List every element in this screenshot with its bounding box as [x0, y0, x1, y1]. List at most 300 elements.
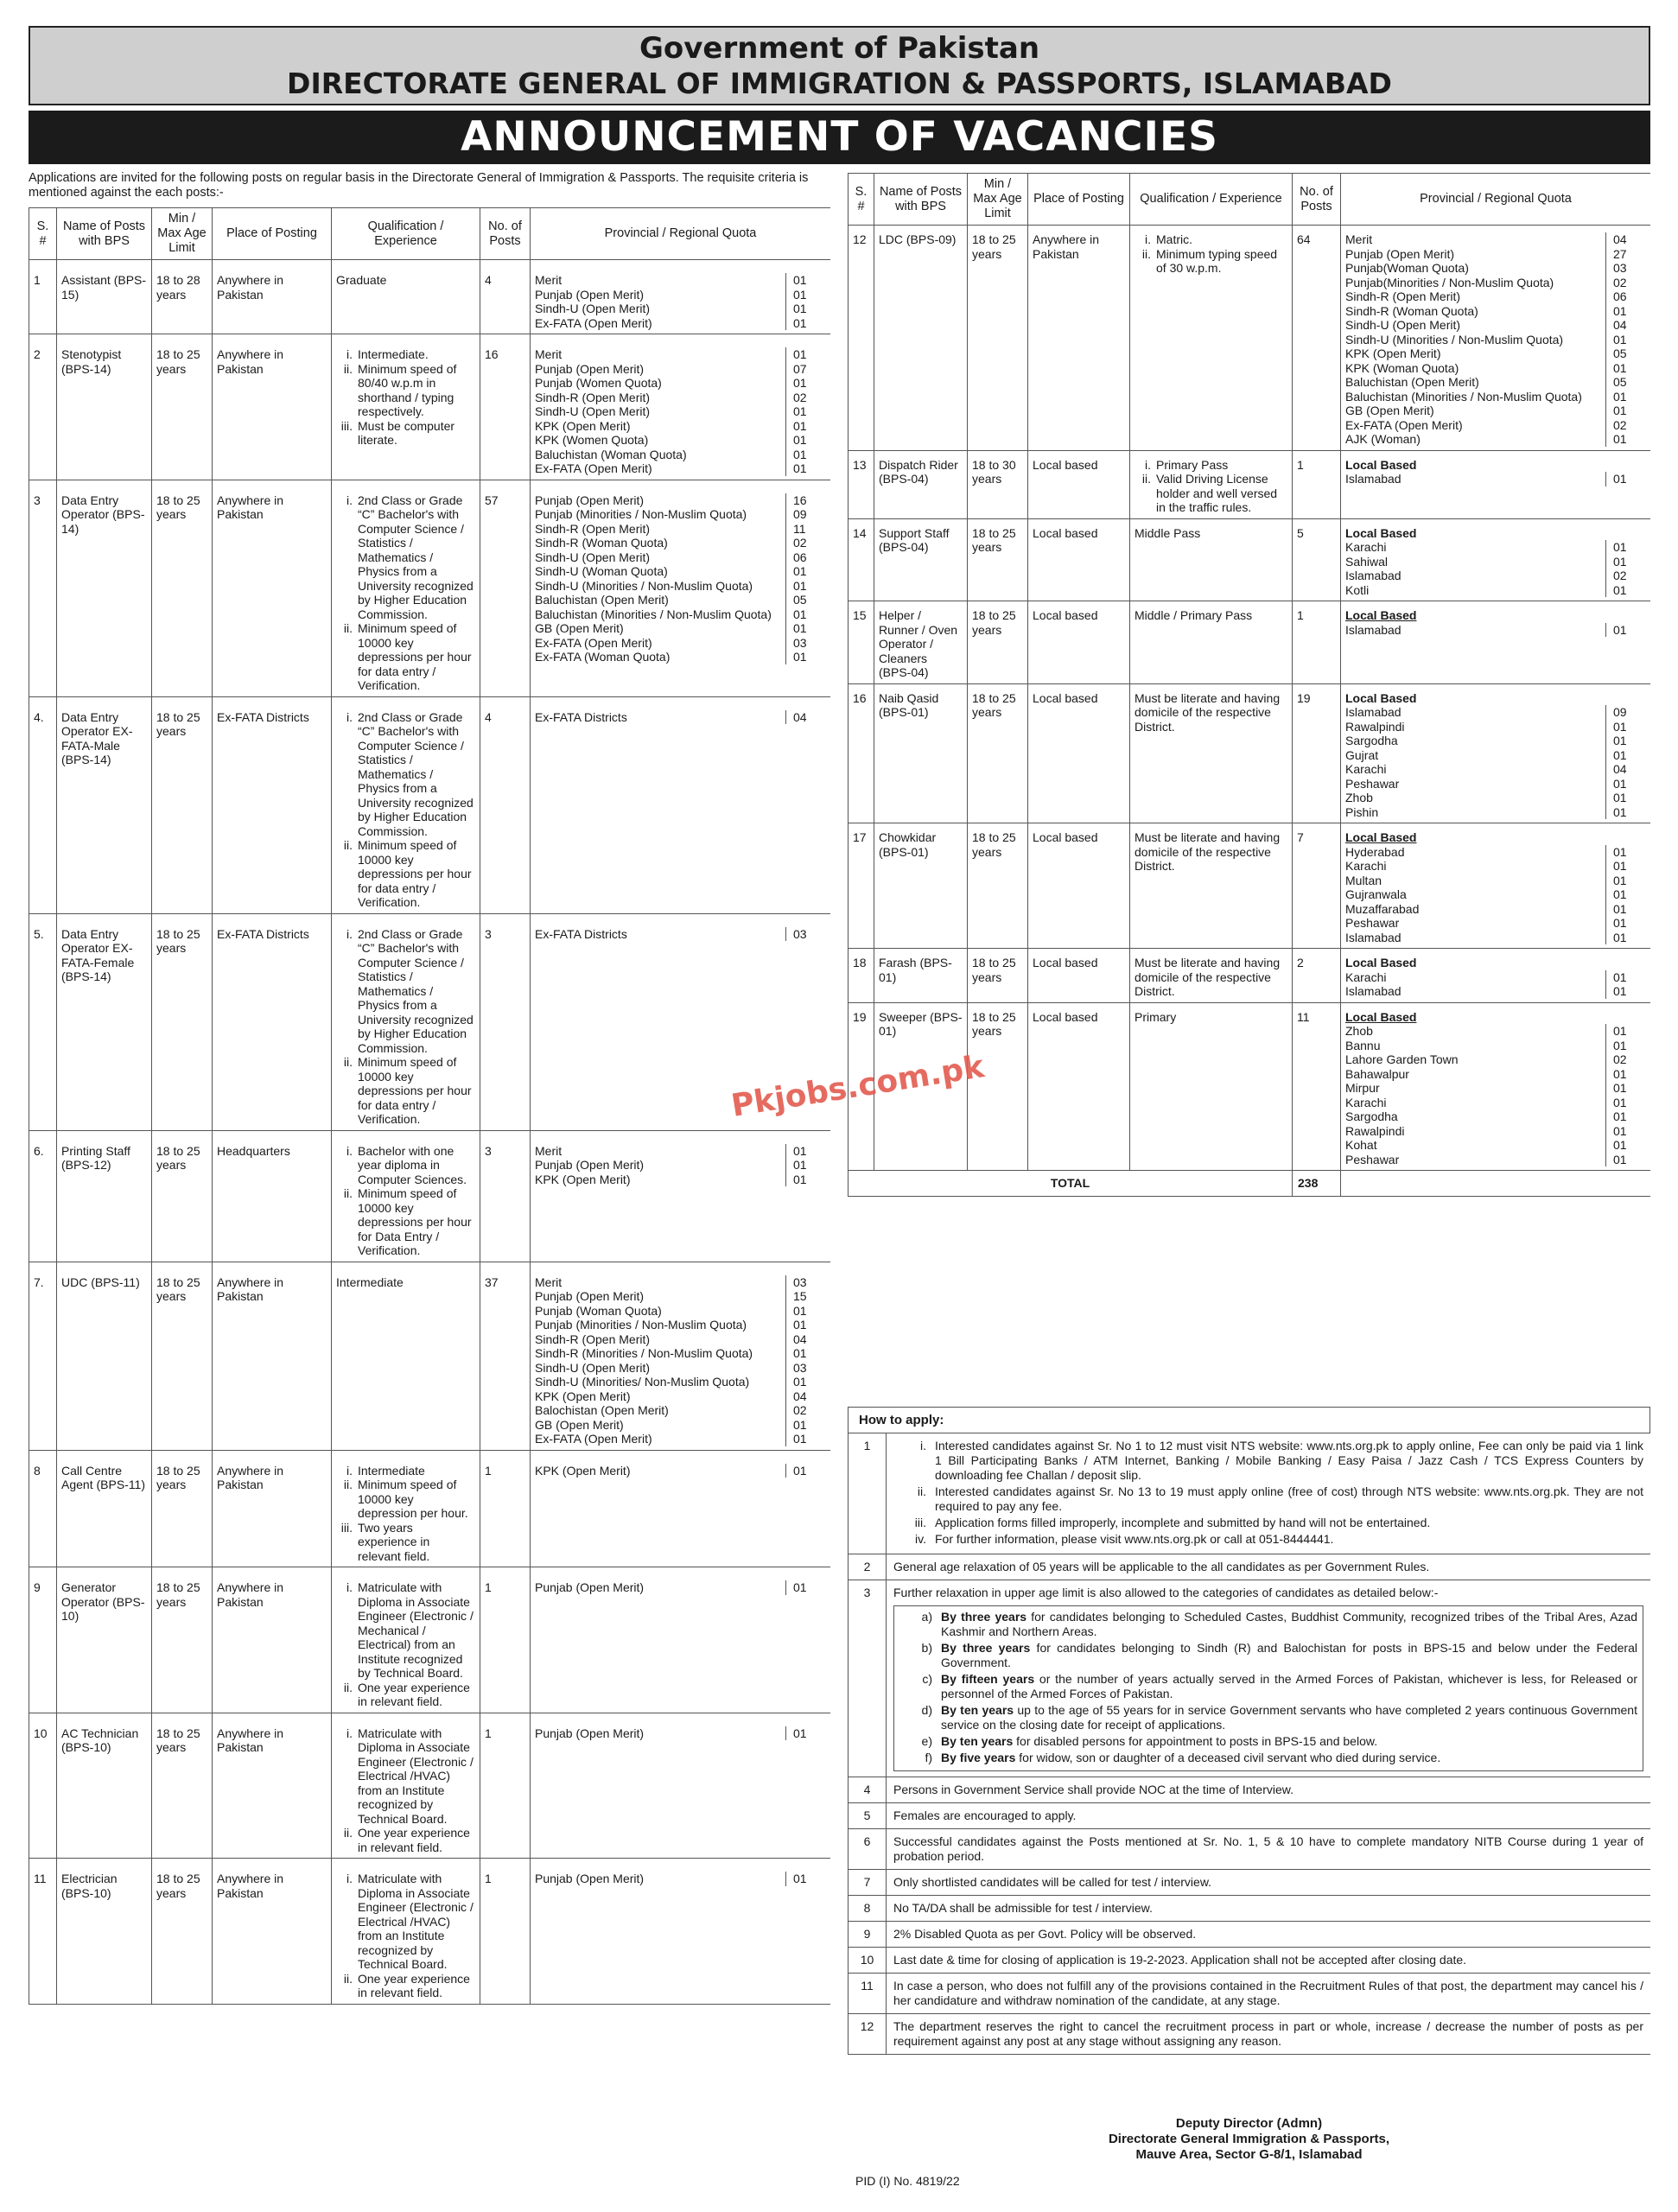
right-vacancy-table-container: [848, 173, 1650, 1408]
quota-row: [1345, 390, 1650, 404]
qualification-item: [1145, 457, 1287, 473]
quota-row: [535, 607, 830, 622]
quota-count: 11: [785, 522, 830, 537]
apply-subpoint-text: Interested candidates against Sr. No 1 to 12 must visit NTS website: www.nts.org.pk to apply online, Fee can only be paid via 1 link 1 Bill Participating Banks / ATM Internet, Banking / Mobile Banking / Easy Paisa / Jazz Cash / TCS Express Counters by downloading fee Challan / deposit slip.: [935, 1439, 1643, 1482]
header-box: [29, 26, 1650, 105]
apply-item-text: Only shortlisted candidates will be called for test / interview.: [887, 1870, 1651, 1896]
quota-count: 02: [1605, 418, 1650, 433]
quota-count: 02: [785, 536, 830, 550]
post-place: Headquarters: [213, 1130, 332, 1262]
post-count: 3: [480, 1130, 531, 1262]
quota-name: KPK (Open Merit): [535, 1389, 631, 1403]
quota-name: Kotli: [1345, 582, 1370, 597]
quota-row: [535, 593, 830, 607]
post-count: 1: [480, 1450, 531, 1567]
total-value: 238: [1293, 1171, 1341, 1197]
qualification-item-text: Matriculate with Diploma in Associate Engineer (Electronic / Electrical /HVAC) from an Institute recognized by Technical Board.: [358, 1872, 474, 1971]
quota-count: 01: [1605, 874, 1650, 888]
quota-name: Baluchistan (Woman Quota): [535, 447, 687, 461]
post-age-limit: 18 to 25 years: [968, 226, 1028, 451]
post-name: Generator Operator (BPS-10): [57, 1567, 152, 1713]
table-row: [849, 226, 1651, 451]
quota-count: 01: [1605, 748, 1650, 763]
quota-row: [535, 376, 830, 391]
quota-name: Gujranwala: [1345, 887, 1407, 901]
quota-row: [535, 621, 830, 636]
quota-row: [1345, 540, 1650, 555]
apply-subpoint-text: Application forms filled improperly, incomplete and submitted by hand will not be entertained.: [935, 1516, 1431, 1529]
quota-row: [1345, 734, 1650, 748]
quota-row: [535, 507, 830, 522]
quota-count: 01: [785, 302, 830, 316]
post-place: Local based: [1028, 601, 1130, 684]
quota-name: Punjab (Open Merit): [535, 1872, 645, 1885]
post-sno: 6.: [29, 1130, 57, 1262]
quota-count: 01: [785, 607, 830, 622]
quota-row: [1345, 333, 1650, 347]
post-place: Local based: [1028, 1002, 1130, 1171]
post-sno: 1: [29, 260, 57, 334]
post-quota: [531, 1567, 831, 1713]
post-age-limit: 18 to 30 years: [968, 450, 1028, 518]
quota-count: 01: [785, 1726, 830, 1741]
quota-row: [535, 1332, 830, 1347]
quota-name: KPK (Woman Quota): [1345, 360, 1459, 375]
relaxation-key: f): [925, 1751, 932, 1764]
apply-item-text: In case a person, who does not fulfill any of the provisions contained in the Recruitment Rules of that post, the department may cancel his / her candidature and withdraw nomination of the candidate, at any stage.: [887, 1974, 1651, 2014]
quota-count: 01: [785, 1580, 830, 1595]
quota-name: Merit: [535, 1274, 563, 1289]
quota-count: 02: [785, 1403, 830, 1418]
quota-row: [535, 536, 830, 550]
post-place: Anywhere in Pakistan: [213, 334, 332, 480]
post-age-limit: 18 to 25 years: [152, 1130, 213, 1262]
how-to-apply-table: [848, 1433, 1650, 2055]
qualification-item-key: ii.: [1141, 246, 1151, 261]
quota-count: 09: [1605, 705, 1650, 720]
post-qualification: [1130, 226, 1293, 451]
quota-name: Sindh-U (Open Merit): [535, 550, 651, 564]
post-place: Local based: [1028, 823, 1130, 949]
post-qualification: [332, 696, 480, 913]
post-quota: [531, 1130, 831, 1262]
qualification-item-text: 2nd Class or Grade “C” Bachelor's with Computer Science / Statistics / Mathematics / Physics from a University recognized by Higher Education Commission.: [358, 493, 474, 621]
qualification-text: Must be literate and having domicile of the respective District.: [1135, 690, 1281, 734]
relaxation-key: d): [921, 1703, 932, 1717]
qualification-item-text: Two years experience in relevant field.: [358, 1520, 430, 1563]
how-to-apply-section: [848, 1407, 1650, 2180]
quota-row: [535, 1726, 830, 1741]
quota-row: [535, 636, 830, 651]
quota-name: Ex-FATA (Open Merit): [535, 635, 652, 650]
quota-count: 01: [785, 1158, 830, 1173]
apply-item: [849, 1922, 1651, 1948]
table-header-row: [849, 174, 1651, 226]
announcement-banner: ANNOUNCEMENT OF VACANCIES: [29, 111, 1650, 164]
quota-count: 01: [1605, 390, 1650, 404]
qualification-item-text: Minimum speed of 10000 key depressions per hour for Data Entry / Verification.: [358, 1186, 472, 1257]
qualification-item-key: i.: [346, 926, 353, 941]
relaxation-item: [899, 1610, 1637, 1639]
quota-name: Rawalpindi: [1345, 719, 1405, 734]
quota-name: Sindh-R (Open Merit): [535, 521, 651, 536]
col-qualification: Qualification / Experience: [1130, 174, 1293, 226]
quota-name: Merit: [1345, 232, 1373, 246]
quota-row: [535, 316, 830, 331]
quota-row: [535, 1158, 830, 1173]
qualification-text: Must be literate and having domicile of the respective District.: [1135, 956, 1281, 998]
qualification-item-key: iii.: [340, 418, 353, 433]
quota-name: Punjab (Open Merit): [535, 1289, 645, 1303]
quota-count: 01: [1605, 1039, 1650, 1053]
quota-row: [1345, 1153, 1650, 1167]
qualification-item-text: Bachelor with one year diploma in Computer Sciences.: [358, 1143, 467, 1186]
post-place: Anywhere in Pakistan: [213, 1713, 332, 1859]
post-qualification: [332, 1567, 480, 1713]
quota-name: Punjab (Woman Quota): [535, 1303, 662, 1318]
quota-name: Punjab (Open Merit): [535, 1158, 645, 1172]
quota-row: [535, 1418, 830, 1433]
post-qualification: [1130, 601, 1293, 684]
post-name: UDC (BPS-11): [57, 1262, 152, 1450]
quota-row: [1345, 583, 1650, 598]
post-age-limit: 18 to 25 years: [968, 601, 1028, 684]
quota-count: 01: [785, 448, 830, 462]
table-row: [29, 1130, 831, 1262]
quota-row: [535, 650, 830, 664]
quota-row: [535, 1318, 830, 1332]
quota-count: 01: [1605, 472, 1650, 486]
quota-count: 03: [785, 636, 830, 651]
post-name: Assistant (BPS-15): [57, 260, 152, 334]
qualification-item-key: i.: [346, 493, 353, 507]
quota-name: Karachi: [1345, 540, 1387, 554]
quota-name: Islamabad: [1345, 705, 1402, 719]
post-quota: [531, 480, 831, 696]
quota-name: Ex-FATA (Woman Quota): [535, 650, 671, 664]
quota-count: 27: [1605, 247, 1650, 262]
quota-row: [1345, 569, 1650, 583]
post-name: Call Centre Agent (BPS-11): [57, 1450, 152, 1567]
qualification-item: [340, 1520, 475, 1564]
qualification-item: [346, 1463, 475, 1478]
quota-row: [535, 448, 830, 462]
col-age: Min / Max Age Limit: [968, 174, 1028, 226]
col-quota: Provincial / Regional Quota: [1341, 174, 1651, 226]
apply-item-text: The department reserves the right to cancel the recruitment process in part or whole, increase / decrease the number of posts as per requirement against any post at any stage without assigning any reason.: [887, 2014, 1651, 2055]
relaxation-rest: for candidates belonging to Sindh (R) and Balochistan for posts in BPS-15 and below under the Federal Government.: [941, 1641, 1637, 1669]
qualification-item: [346, 709, 475, 839]
apply-item-1-content: [887, 1433, 1651, 1554]
post-place: Anywhere in Pakistan: [1028, 226, 1130, 451]
total-label: TOTAL: [849, 1171, 1293, 1197]
department-title: DIRECTORATE GENERAL OF IMMIGRATION & PASSPORTS, ISLAMABAD: [287, 67, 1392, 100]
qualification-item: [346, 347, 475, 362]
post-name: Data Entry Operator EX-FATA-Male (BPS-14): [57, 696, 152, 913]
qualification-item-key: ii.: [343, 1055, 353, 1069]
quota-count: 01: [785, 579, 830, 594]
apply-item: [849, 1777, 1651, 1803]
quota-row: [535, 1403, 830, 1418]
quota-count: 01: [785, 288, 830, 302]
quota-count: 01: [785, 1346, 830, 1361]
quota-name: Mirpur: [1345, 1081, 1380, 1095]
apply-item-text: Females are encouraged to apply.: [887, 1803, 1651, 1829]
table-row: [849, 823, 1651, 949]
qualification-item-text: Must be computer literate.: [358, 418, 455, 447]
post-qualification: [332, 480, 480, 696]
post-age-limit: 18 to 25 years: [968, 518, 1028, 601]
post-sno: 7.: [29, 1262, 57, 1450]
post-name: Farash (BPS-01): [874, 949, 968, 1003]
post-sno: 15: [849, 601, 874, 684]
quota-heading: Local Based: [1345, 608, 1417, 622]
qualification-item-key: i.: [346, 1872, 353, 1885]
qualification-item: [346, 926, 475, 1056]
quota-name: Bannu: [1345, 1038, 1381, 1052]
quota-row: [535, 347, 830, 362]
post-quota: [1341, 450, 1651, 518]
quota-name: KPK (Open Merit): [535, 1172, 631, 1186]
quota-row: [1345, 874, 1650, 888]
post-quota: [531, 1450, 831, 1567]
quota-name: Sindh-U (Minorities / Non-Muslim Quota): [535, 578, 753, 593]
quota-name: Punjab (Open Merit): [535, 1580, 645, 1594]
qualification-item-text: Minimum speed of 10000 key depression per hour.: [358, 1478, 468, 1520]
quota-count: 04: [785, 1332, 830, 1347]
qualification-item-text: Minimum speed of 10000 key depressions per hour for data entry / Verification.: [358, 621, 472, 692]
post-name: Stenotypist (BPS-14): [57, 334, 152, 480]
post-qualification: [332, 1262, 480, 1450]
relaxation-item: [899, 1734, 1637, 1749]
quota-row: [1345, 276, 1650, 290]
apply-subpoint-key: i.: [920, 1439, 926, 1452]
apply-subpoint-key: iv.: [915, 1532, 926, 1546]
post-sno: 2: [29, 334, 57, 480]
quota-row: [535, 1346, 830, 1361]
right-vacancy-table: [848, 173, 1650, 1197]
qualification-item: [343, 1971, 475, 2000]
relaxation-bold: By five years: [941, 1751, 1016, 1764]
quota-name: Kohat: [1345, 1138, 1377, 1152]
table-row: [29, 334, 831, 480]
relaxation-key: c): [922, 1672, 932, 1686]
quota-count: 01: [1605, 916, 1650, 931]
quota-row: [1345, 404, 1650, 418]
quota-name: Sargodha: [1345, 734, 1398, 747]
qualification-item: [343, 1826, 475, 1854]
table-row: [29, 1859, 831, 2005]
qualification-item-text: 2nd Class or Grade “C” Bachelor's with Computer Science / Statistics / Mathematics / Physics from a University recognized by Higher Education Commission.: [358, 926, 474, 1055]
relaxation-key: a): [921, 1610, 932, 1624]
post-quota: [531, 1262, 831, 1450]
quota-count: 04: [1605, 232, 1650, 247]
quota-name: Punjab (Minorities / Non-Muslim Quota): [535, 507, 747, 521]
apply-item: [849, 1948, 1651, 1974]
table-row: [29, 1262, 831, 1450]
quota-row: [535, 1275, 830, 1290]
post-quota: [1341, 601, 1651, 684]
relaxation-bold: By fifteen years: [941, 1672, 1035, 1686]
post-count: 2: [1293, 949, 1341, 1003]
qualification-item: [1141, 472, 1287, 515]
quota-name: Sindh-R (Open Merit): [535, 390, 651, 404]
post-place: Ex-FATA Districts: [213, 696, 332, 913]
qualification-item-key: i.: [346, 347, 353, 361]
apply-item-number: 7: [849, 1870, 887, 1896]
quota-name: Sindh-U (Open Merit): [1345, 318, 1461, 332]
col-name: Name of Posts with BPS: [874, 174, 968, 226]
post-qualification: [332, 1450, 480, 1567]
relaxation-bold: By three years: [941, 1610, 1027, 1624]
apply-item-number: 9: [849, 1922, 887, 1948]
quota-name: KPK (Open Merit): [1345, 346, 1441, 360]
relaxation-bold: By ten years: [941, 1734, 1014, 1748]
table-header-row: [29, 208, 831, 260]
quota-name: Sindh-R (Open Merit): [535, 1332, 651, 1346]
quota-row: [535, 1304, 830, 1319]
total-empty-cell: [1341, 1171, 1651, 1197]
post-name: Sweeper (BPS-01): [874, 1002, 968, 1171]
quota-count: 16: [785, 493, 830, 508]
quota-name: Balochistan (Open Merit): [535, 1403, 669, 1417]
quota-count: 01: [785, 347, 830, 362]
apply-item-3: [849, 1580, 1651, 1777]
quota-name: Multan: [1345, 873, 1382, 887]
quota-count: 01: [1605, 432, 1650, 447]
quota-name: Ex-FATA Districts: [535, 926, 627, 941]
qualification-item-text: Minimum typing speed of 30 w.p.m.: [1156, 246, 1278, 275]
quota-count: 02: [1605, 1052, 1650, 1067]
post-place: Anywhere in Pakistan: [213, 1567, 332, 1713]
relaxation-text: [941, 1672, 1637, 1701]
post-place: Anywhere in Pakistan: [213, 1262, 332, 1450]
quota-count: 09: [785, 507, 830, 522]
quota-name: Ex-FATA Districts: [535, 709, 627, 724]
quota-count: 01: [1605, 404, 1650, 418]
relaxation-text: [941, 1734, 1637, 1749]
apply-item-text: Persons in Government Service shall provide NOC at the time of Interview.: [887, 1777, 1651, 1803]
quota-name: Punjab (Open Merit): [535, 287, 645, 302]
post-qualification: [332, 334, 480, 480]
apply-item-text: Last date & time for closing of application is 19-2-2023. Application shall not be accepted after closing date.: [887, 1948, 1651, 1974]
quota-row: [1345, 375, 1650, 390]
quota-count: 01: [1605, 970, 1650, 985]
post-qualification: [1130, 823, 1293, 949]
post-count: 16: [480, 334, 531, 480]
post-name: Chowkidar (BPS-01): [874, 823, 968, 949]
apply-subpoint: [893, 1439, 1643, 1483]
quota-row: [535, 404, 830, 419]
quota-row: [535, 710, 830, 725]
total-row: [849, 1171, 1651, 1197]
quota-count: 01: [1605, 845, 1650, 860]
relaxation-item: [899, 1751, 1637, 1765]
quota-count: 01: [1605, 805, 1650, 820]
apply-item-text: 2% Disabled Quota as per Govt. Policy will be observed.: [887, 1922, 1651, 1948]
quota-name: Zhob: [1345, 791, 1373, 804]
post-sno: 9: [29, 1567, 57, 1713]
quota-row: [535, 1464, 830, 1478]
qualification-item-text: Matriculate with Diploma in Associate Engineer (Electronic / Electrical /HVAC) from an Institute recognized by Technical Board.: [358, 1726, 474, 1826]
quota-count: 01: [1605, 791, 1650, 805]
quota-row: [535, 461, 830, 476]
quota-name: Baluchistan (Minorities / Non-Muslim Quota): [1345, 389, 1582, 404]
quota-row: [535, 1580, 830, 1595]
post-name: Data Entry Operator (BPS-14): [57, 480, 152, 696]
apply-item: [849, 1870, 1651, 1896]
quota-row: [535, 273, 830, 288]
right-table-body: [849, 226, 1651, 1171]
quota-row: [1345, 902, 1650, 917]
qualification-item-key: i.: [346, 709, 353, 724]
post-sno: 3: [29, 480, 57, 696]
quota-name: Punjab (Open Merit): [1345, 246, 1455, 261]
quota-row: [1345, 361, 1650, 376]
qualification-item-text: Minimum speed of 10000 key depressions per hour for data entry / Verification.: [358, 838, 472, 909]
post-age-limit: 18 to 25 years: [152, 480, 213, 696]
quota-name: Peshawar: [1345, 1152, 1400, 1166]
post-quota: [531, 260, 831, 334]
apply-item-2-text: General age relaxation of 05 years will be applicable to the all candidates as per Government Rules.: [887, 1554, 1651, 1580]
post-sno: 18: [849, 949, 874, 1003]
post-place: Local based: [1028, 683, 1130, 823]
post-sno: 17: [849, 823, 874, 949]
how-to-apply-body: [849, 1433, 1651, 2055]
apply-item: [849, 1803, 1651, 1829]
quota-row: [1345, 791, 1650, 805]
quota-count: 01: [1605, 720, 1650, 734]
quota-row: [1345, 1067, 1650, 1082]
quota-count: 04: [1605, 762, 1650, 777]
qualification-text: Middle / Primary Pass: [1135, 608, 1253, 622]
quota-count: 01: [785, 1318, 830, 1332]
quota-name: GB (Open Merit): [535, 1417, 624, 1432]
quota-row: [1345, 705, 1650, 720]
post-quota: [531, 1713, 831, 1859]
quota-count: 01: [785, 650, 830, 664]
quota-name: AJK (Woman): [1345, 432, 1421, 446]
quota-name: Islamabad: [1345, 472, 1402, 486]
qualification-item: [343, 1478, 475, 1521]
quota-count: 01: [785, 419, 830, 434]
quota-heading: Local Based: [1345, 525, 1417, 540]
quota-name: Punjab(Woman Quota): [1345, 261, 1469, 275]
col-no-of-posts: No. of Posts: [480, 208, 531, 260]
qualification-item: [346, 493, 475, 622]
post-quota: [531, 696, 831, 913]
table-row: [849, 450, 1651, 518]
post-count: 57: [480, 480, 531, 696]
col-name: Name of Posts with BPS: [57, 208, 152, 260]
apply-item-2: [849, 1554, 1651, 1580]
relaxation-item: [899, 1703, 1637, 1732]
quota-count: 04: [785, 710, 830, 725]
qualification-item: [346, 1143, 475, 1187]
quota-name: Karachi: [1345, 762, 1387, 776]
relaxation-text: [941, 1610, 1637, 1639]
quota-heading: Local Based: [1345, 830, 1417, 844]
qualification-item-key: ii.: [343, 1826, 353, 1840]
table-row: [849, 949, 1651, 1003]
quota-row: [535, 1144, 830, 1159]
post-name: Data Entry Operator EX-FATA-Female (BPS-14): [57, 913, 152, 1130]
quota-heading: Local Based: [1345, 1009, 1417, 1024]
apply-subpoint-text: Interested candidates against Sr. No 13 to 19 must apply online (free of cost) through NTS website: www.nts.org.pk. They are not required to pay any fee.: [935, 1484, 1643, 1513]
quota-row: [1345, 931, 1650, 945]
quota-name: Baluchistan (Open Merit): [535, 593, 669, 607]
quota-count: 01: [1605, 623, 1650, 638]
